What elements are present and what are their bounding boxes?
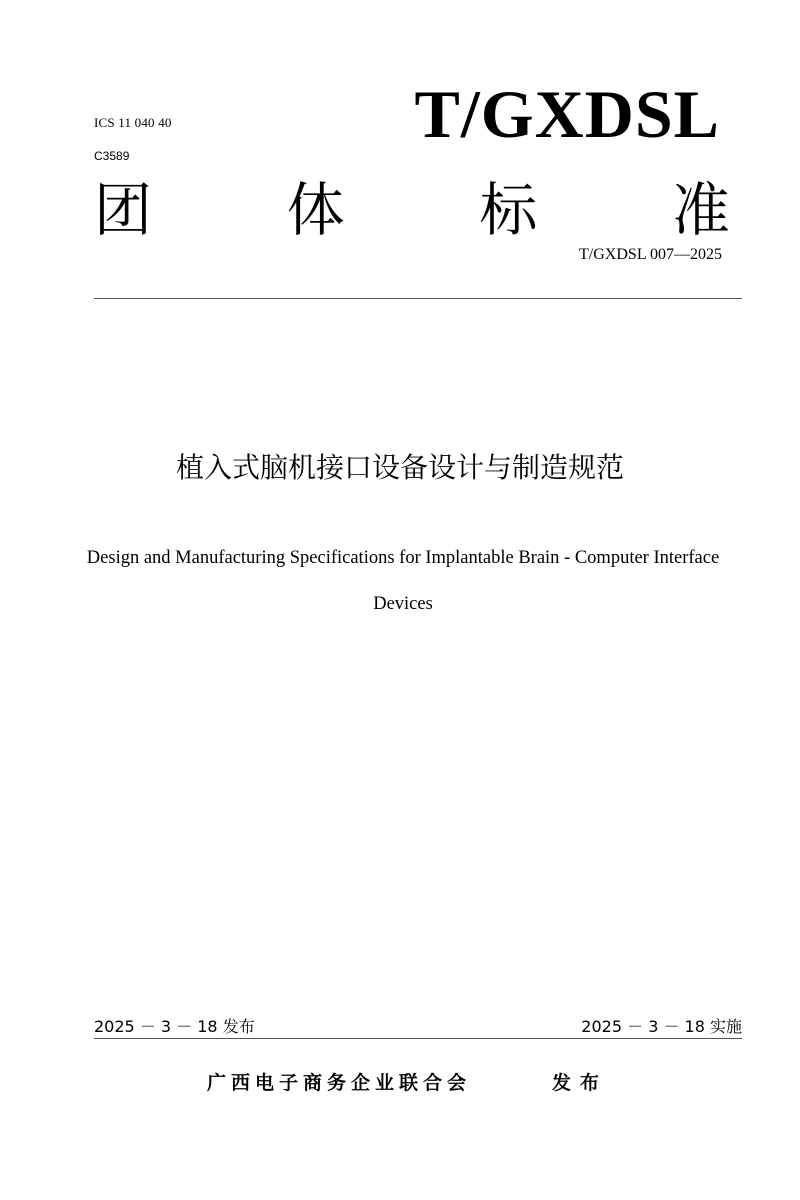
standard-type-heading [94, 178, 730, 242]
footer-divider [94, 1038, 742, 1039]
title-english-line-2: Devices [373, 594, 433, 614]
ccs-code: C3589 [94, 149, 130, 163]
standard-logo-code: T/GXDSL [414, 76, 720, 152]
title-english-line-1: Design and Manufacturing Specifications for Implantable Brain - Computer Interface [86, 548, 720, 568]
standard-number: T/GXDSL 007—2025 [579, 246, 722, 263]
standard-type-char: 体 [286, 176, 345, 244]
ics-code: ICS 11 040 40 [94, 115, 172, 130]
standard-type-char: 标 [479, 176, 538, 244]
issuing-organization: 广西电子商务企业联合会 [207, 1072, 472, 1094]
standard-type-char: 团 [94, 176, 153, 244]
issue-label: 发布 [552, 1072, 609, 1094]
header-divider [94, 298, 742, 299]
title-chinese: 植入式脑机接口设备设计与制造规范 [175, 451, 624, 484]
issue-date: 2025 － 3 － 18 发布 [94, 1017, 255, 1036]
implementation-date: 2025 － 3 － 18 实施 [581, 1017, 742, 1036]
standard-type-char: 准 [671, 176, 730, 244]
